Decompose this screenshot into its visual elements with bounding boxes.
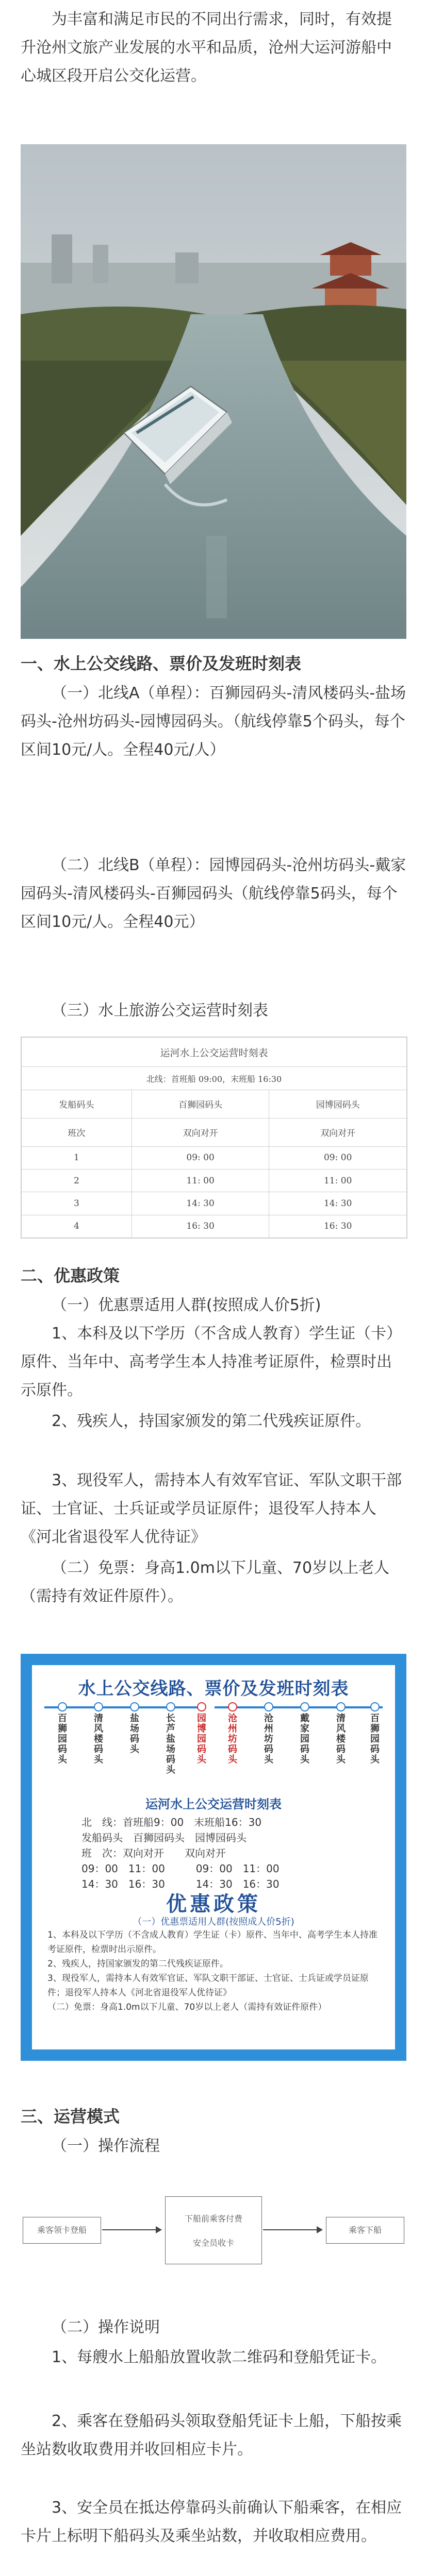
timetable-col-header: 百狮园码头 (132, 1090, 269, 1118)
timetable-table-image (21, 1037, 407, 1239)
timetable-dir-header: 双向对开 (132, 1118, 269, 1146)
table-cell: 16: 30 (269, 1215, 407, 1238)
station-dot-icon (94, 1702, 103, 1711)
table-cell: 16: 30 (132, 1215, 269, 1238)
table-row (22, 1146, 407, 1169)
station-dot-icon (166, 1702, 175, 1711)
station-marker (194, 1702, 209, 1765)
table-cell: 14: 30 (132, 1192, 269, 1215)
station-label: 清风楼码头 (336, 1713, 346, 1765)
table-row (22, 1192, 407, 1215)
instructions-subheading: （二）操作说明 (52, 2318, 160, 2336)
table-row (22, 1215, 407, 1238)
poster-sched-line: 09：00 11：00 09：00 11：00 (81, 1862, 280, 1875)
station-marker (333, 1702, 349, 1765)
instruction-2: 2、乘客在登船码头领取登船凭证卡上船，下船按乘坐站数收取费用并收回相应卡片。 (21, 2412, 402, 2459)
instruction-3: 3、安全员在抵达停靠码头前确认下船乘客，在相应卡片上标明下船码头及乘坐站数，并收取相应费用。 (21, 2499, 402, 2545)
table-cell: 3 (22, 1192, 132, 1215)
canal-photo-illustration (21, 144, 406, 639)
flow-arrow (102, 2229, 158, 2230)
station-dot-icon (197, 1702, 206, 1711)
timetable-table (21, 1037, 407, 1238)
discount-item-students: 1、本科及以下学历（不含成人教育）学生证（卡）原件、当年中、高考学生本人持准考证原件，检票时出示原件。 (21, 1325, 402, 1399)
station-marker (163, 1702, 178, 1775)
flow-step-payment (165, 2196, 262, 2264)
section1-heading: 一、水上公交线路、票价及发班时刻表 (21, 654, 302, 673)
station-dot-icon (336, 1702, 346, 1711)
timetable-col-header: 园博园码头 (269, 1090, 407, 1118)
station-dot-icon (370, 1702, 380, 1711)
flow-step-payment-line1: 下船前乘客付费 (184, 2214, 242, 2224)
station-dot-icon (300, 1702, 309, 1711)
station-label: 清风楼码头 (94, 1713, 103, 1765)
station-dot-icon (58, 1702, 67, 1711)
line-a-paragraph: （一）北线A（单程）：百狮园码头-清风楼码头-盐场码头-沧州坊码头-园博园码头。（航线停靠5个码头，每个区间10元/人。全程40元/人） (21, 684, 406, 759)
intro-paragraph: 为丰富和满足市民的不同出行需求，同时，有效提升沧州文旅产业发展的水平和品质，沧州大运河游船中心城区段开启公交化运营。 (21, 10, 392, 85)
table-cell: 11: 00 (132, 1170, 269, 1192)
flow-step-payment-line2: 安全员收卡 (192, 2238, 234, 2248)
table-cell: 14: 30 (269, 1192, 407, 1215)
canal-boat-photo (21, 144, 406, 639)
poster-discount-body (47, 1928, 383, 2014)
discount-item-military: 3、现役军人，需持本人有效军官证、军队文职干部证、士官证、士兵证或学员证原件；退役军人持本人《河北省退役军人优待证》 (21, 1471, 402, 1546)
table-cell: 2 (22, 1170, 132, 1192)
station-marker (261, 1702, 276, 1765)
poster-sched-line: 14：30 16：30 14：30 16：30 (81, 1878, 280, 1890)
table-row (22, 1170, 407, 1192)
free-ticket-paragraph: （二）免票：身高1.0m以下儿童、70岁以上老人（需持有效证件原件）。 (21, 1559, 390, 1605)
poster-sched-line: 班 次：双向对开 双向对开 (81, 1847, 226, 1859)
section3-heading: 三、运营模式 (21, 2107, 120, 2126)
flow-step-boarding: 乘客领卡登船 (23, 2217, 101, 2244)
flow-step-alighting: 乘客下船 (326, 2217, 404, 2244)
timetable-col-header: 发船码头 (22, 1090, 132, 1118)
station-dot-icon (130, 1702, 139, 1711)
poster-sched-line: 发船码头 百狮园码头 园博园码头 (81, 1832, 247, 1844)
station-marker (367, 1702, 383, 1765)
instruction-1: 1、每艘水上船船放置收款二维码和登船凭证卡。 (52, 2348, 387, 2366)
station-label: 沧州坊码头 (264, 1713, 273, 1765)
station-line (44, 1702, 383, 1785)
timetable-subheading: （三）水上旅游公交运营时刻表 (52, 1002, 268, 1020)
flow-arrow (263, 2229, 319, 2230)
table-cell: 1 (22, 1146, 132, 1169)
arrow-right-icon (156, 2226, 162, 2233)
station-dot-icon (228, 1702, 237, 1711)
station-marker (225, 1702, 240, 1765)
flow-subheading: （一）操作流程 (52, 2137, 160, 2155)
timetable-title: 运河水上公交运营时刻表 (22, 1038, 407, 1067)
poster-discount-title: 优惠政策 (166, 1892, 261, 1916)
table-cell: 09: 00 (269, 1146, 407, 1169)
flow-diagram (21, 2182, 406, 2280)
table-cell: 4 (22, 1215, 132, 1238)
section2-heading: 二、优惠政策 (21, 1266, 120, 1285)
station-marker (127, 1702, 142, 1755)
arrow-right-icon (317, 2226, 323, 2233)
station-dot-icon (264, 1702, 273, 1711)
discount-subheading: （一）优惠票适用人群(按照成人价5折) (52, 1296, 321, 1314)
station-label: 百狮园码头 (370, 1713, 380, 1765)
station-label: 园博园码头 (197, 1713, 206, 1765)
poster-discount-subtitle: （一）优惠票适用人群(按照成人价5折) (133, 1917, 294, 1927)
discount-item-disabled: 2、残疾人，持国家颁发的第二代残疾证原件。 (52, 1412, 371, 1430)
poster-discount-line: 3、现役军人，需持本人有效军官证、军队文职干部证、士官证、士兵证或学员证原件；退役军人持本人《河北省退役军人优待证》 (47, 1973, 369, 1998)
line-b-paragraph: （二）北线B（单程）：园博园码头-沧州坊码头-戴家园码头-清风楼码头-百狮园码头（航线停靠5码头，每个区间10元/人。全程40元） (21, 856, 406, 931)
poster-panel (32, 1665, 395, 2049)
poster-discount-line: 2、残疾人，持国家颁发的第二代残疾证原件。 (47, 1959, 228, 1969)
timetable-dir-header: 双向对开 (269, 1118, 407, 1146)
station-label: 百狮园码头 (58, 1713, 67, 1765)
poster-sched-line: 北 线：首班船9：00 末班船16：30 (81, 1816, 262, 1828)
station-marker (91, 1702, 106, 1765)
poster-title: 水上公交线路、票价及发班时刻表 (78, 1679, 349, 1699)
table-cell: 11: 00 (269, 1170, 407, 1192)
timetable-class-header: 班次 (22, 1118, 132, 1146)
info-poster (21, 1654, 406, 2061)
station-label: 长芦盐场码头 (166, 1713, 175, 1775)
table-cell: 09: 00 (132, 1146, 269, 1169)
station-marker (55, 1702, 70, 1765)
poster-discount-line: （二）免票：身高1.0m以下儿童、70岁以上老人（需持有效证件原件） (47, 2002, 327, 2012)
poster-discount-line: 1、本科及以下学历（不含成人教育）学生证（卡）原件、当年中、高考学生本人持准考证原件，检票时出示原件。 (47, 1930, 377, 1955)
station-label: 盐场码头 (130, 1713, 139, 1755)
poster-sched-title: 运河水上公交运营时刻表 (145, 1797, 282, 1811)
station-label: 戴家园码头 (300, 1713, 309, 1765)
poster-sched (81, 1815, 370, 1892)
timetable-note: 北线：首班船 09:00，末班船 16:30 (22, 1067, 407, 1090)
station-label: 沧州坊码头 (228, 1713, 237, 1765)
station-marker (297, 1702, 313, 1765)
